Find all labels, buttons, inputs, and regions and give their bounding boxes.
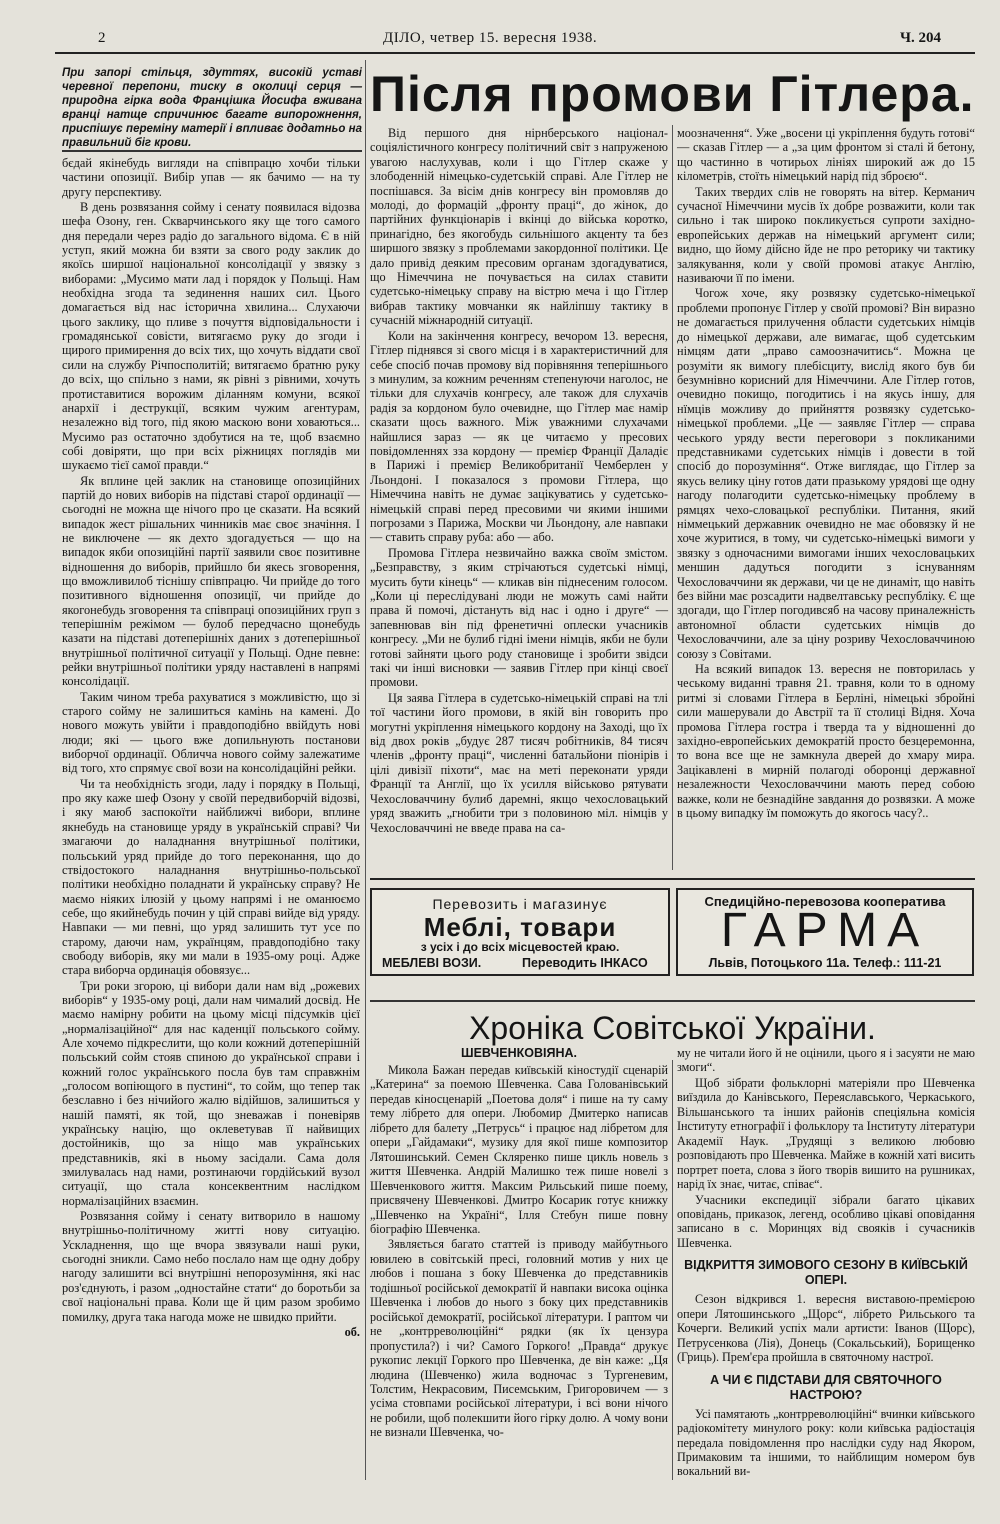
advert-furniture	[370, 888, 670, 976]
paragraph: Як вплине цей заклик на становище опозиційних партій до нових виборів на підставі старої ординації — сьогодні не можна ще нічого про це сказати. На всякий випадок жест рішальних чинників має своє значіння. І не виключене — як дехто здогадується — що на випадок якби опозиційні партії заявили своє позитивне відношення до виборів, прийшло би якесь зговорення, що вможливилоб тіснішу співпрацю. Чи прийде до того позитивного відношення опозиції, чи прийде до якогонебудь зговорення та співпраці опозиційних груп з теперішнім режімом — булоб передчасно щонебудь казати на підставі дотеперішніх даних з дотеперішньої внутрішньої політичної ситуації у Польщі. Одне певне: рейки внутрішньої політики уряду наставлені в напрямі консолідації.	[62, 473, 360, 689]
masthead: ДІЛО, четвер 15. вересня 1938.	[383, 30, 598, 46]
paragraph: Ця заява Гітлера в судетсько-німецькій справі на тлі тої частини його промови, в якій він говорить про могутні укріплення німецького кордону на Заході, що їх від двох років „будує 287 тисяч робітників, 84 тисяч членів „фронту праці“, численні батальйони піонірів і цілі дивізії піхоти“, має на меті переконати уряди Франції та Англії, що їх усилля військово рятувати Чехословаччину булиб даремні, якщо чехословацький уряд зважить „гнобити три з половиною міл. німців у Чехословаччині не введе права на са-	[370, 690, 668, 835]
paragraph: Сезон відкрився 1. вересня виставою-премієрою опери Лятошинського „Щорс“, лібрето Рильського та Кочерги. Великий успіх мали артисти: Іванов (Щорс), Петрусенкова (Лія), Донець (Сокальський), Борищенко (Гриць). Прем'єра пройшла в святочному настрої.	[677, 1292, 975, 1365]
paragraph: Коли на закінчення конгресу, вечором 13. вересня, Гітлер піднявся зі свого місця і в характеристичний для себе спосіб почав промову від порівняння теперішнього з минулим, за кожним реченням степенуючи наголос, не тільки для слухачів конгресу, але також для слухачів радія за кордоном було очевидне, що Гітлер має намір сказати щось важного. Між уважними слухачами найшлися зараз — як це читаємо у пресових повідомленнях зза кордону — премієр Франції Даладіє в Парижі і премієр Великобританії Чемберлен у Льондоні. І показалося з промови Гітлера, що Німеччина навіть не думає зацікуватись у судетсько-німецькій справі перед пресовими чи якими іншими погрозами з Парижа, Москви чи Льондону, але навпаки — ставить справу руба: або — або.	[370, 328, 668, 545]
author-signature: об.	[344, 1324, 360, 1339]
paragraph: Розвязання сойму і сенату витворило в нашому внутрішньо-політичному житті нову ситуацію. Ускладнення, що ще вчора звязували наші руки, сьогодні зникли. Само небо послало нам ще одну добру нагоду залишити всі внутрішні непорозуміння, які нас роз'єднують, і разом „одностайне стати“ до боротьби за свої національні права. Коли ще й цим разом зробимо помилку, друга така нагода може не швидко прийти.	[62, 1209, 360, 1324]
ad-line: Переводить ІНКАСО	[522, 956, 648, 970]
column-rule-right-top	[672, 125, 673, 870]
paragraph: Таких твердих слів не говорять на вітер. Керманич сучасної Німеччини мусів їх добре розважити, коли так сильно і так широко покликується супроти західно-европейських держав на німецький аргумент сили; видно, що йому дійсно йде не про реторику чи тактику залякування, коли у своїй промові атакує Англію, називаючи її по імени.	[677, 184, 975, 286]
ad-line: Перевозить і магазинує	[432, 896, 608, 912]
chronicle-col1	[370, 1046, 668, 1441]
header-rule	[55, 52, 975, 54]
chronicle-col2	[677, 1046, 975, 1480]
intro-rule	[62, 150, 362, 152]
paragraph: Усі памятають „контрреволюційні“ вчинки київського радіокомітету минулого року: коли київська радіостація передала повідомлення про наслідки суду над Якором, Примаковим та іншими, то найблищим номером був вокальний ви-	[677, 1406, 975, 1479]
ad-line: Меблі, товари	[423, 912, 617, 942]
left-column	[62, 156, 360, 1340]
ad-brand: ГАРМА	[720, 904, 930, 957]
paragraph: Таким чином треба рахуватися з можливістю, що зі старого сойму не залишиться камінь на камені. До нового можуть увійти і правдоподібно ввійдуть нові люди; які — цього вже допильнують постанови виборчої ординації. Обличча нового сойму залежатиме від того, хто спрямує свої вози на консолідаційні рейки.	[62, 689, 360, 776]
section-heading: А ЧИ Є ПІДСТАВИ ДЛЯ СВЯТОЧНОГО НАСТРОЮ?	[710, 1372, 942, 1402]
paragraph: Зявляється багато статтей із приводу майбутнього ювилею в совітській пресі, головний мотив у них це любов і пошана з боку Шевченка до представників тодішньої російської демократії й навпаки висока оцінка Шевченка і любов до нього з боку цих представників російської демократії, російської літератури. І раптом чи не „контрреволюційні“ рядки (як їх цензура пропустила?) і чи? Самого Горкого! „Правда“ друкує рукопис лекції Горкого про Шевченка, де він каже: „Ця людина (Шевченко) жила водночас з Тургеневим, Толстим, Некрасовим, Писемським, Григоровичем — з усіма стовпами російської літератури, і всі вони нічого не робили, щоб полекшити його гірку долю. А чому вони не визнали Шевченка, чо-	[370, 1237, 668, 1440]
paragraph: Три роки згорою, ці вибори дали нам від „рожевих виборів“ у 1935-ому році, дали нам чималий досвід. Не маємо намірну робити на цьому місці підсумків цієї „нормалізаційної“ для нас каденції польського сойму. Але хочемо підкреслити, що коли кожний дотеперішній польський сойм стояв спиною до української справи і кожний голос українського посла був там справжнім „голосом вопіющого в пустині“, то сойм, що тепер так безславно і без нічийого жалю відійшов, залишиться у нашій памяті, як той, що зневажав і поневіряв українську націю, що оклеветував її найвищих достойників, що за ніщо мав українських представників, які в ньому засідали. Сама доля змилувалась над нами, розтинаючи гордійський вузол ситуації, що стала консеквентним наслідком нормалізаційних взаємин.	[62, 978, 360, 1208]
paragraph: Чи та необхідність згоди, ладу і порядку в Польщі, про яку каже шеф Озону у своїй передвиборчій відозві, і яку маюб заспокоїти найближчі вибори, вплине якнебудь на становище уряду в українській справі? Чи змагаючи до наладнання внутрішньої політики, польський уряд прийде до того переконання, що до ствідостокого наладнання внутрішньо-польської політики необхідно поладнати й українську справу? Не маємо ніяких ілюзій у цьому напрямі і не оманюємо себе, що якийнебудь почин у цій справі вийде від уряду. Навпаки — ми певні, що уряд залишить тут усе по старому, даючи нам, українцям, правдоподібно таку свободу виборів, яку ми мали в 1935-ому році. Адже стара виборча ординація обовязує...	[62, 776, 360, 978]
intro-advert: При запорі стільця, здуттях, високій уставі черевної перепони, тиску в околиці серця — природна гірка вода Францішка Йосифа вживана вранці натще спричинює багате випорожнення, приспішує переміну матерії і впливає додатньо на правильний біг крови.	[62, 67, 362, 149]
main-headline: Після промови Гітлера.	[370, 66, 975, 122]
page-number: 2	[98, 30, 106, 46]
paragraph: Микола Бажан передав київській кіностудії сценарій „Катерина“ за поемою Шевченка. Сава Голованівський передав кіносценарій „Поетова доля“ і пише на ту саму тему лібрето для опери. Любомир Дмитерко написав лібрето для балету „Петрусь“ і працює над лібретом для опери „Гайдамаки“, музику для якої пише композитор Лятошинський. Семен Скляренко пише цикль новель з життя Шевченка. Андрій Малишко теж пише новелі з Шевченкового життя. Максим Рильський пише поему, присвячену Шевченкові. Дмитро Косарик готує книжку „Шевченко на Україні“, Ілля Стебун пише повну біографію Шевченка.	[370, 1063, 668, 1236]
ad-line: Львів, Потоцького 11а. Телеф.: 111-21	[708, 956, 942, 970]
hitler-article-col2	[677, 126, 975, 822]
paragraph: Учасники експедиції зібрали багато цікавих оповідань, приказок, легенд, особливо цікаві оповідання записано в с. Моринцях від свояків і сучасників Шевченка.	[677, 1192, 975, 1250]
column-rule-left	[365, 60, 366, 1480]
section-heading: ВІДКРИТТЯ ЗИМОВОГО СЕЗОНУ В КИЇВСЬКІЙ ОПЕРІ.	[684, 1258, 968, 1288]
paragraph: му не читали його й не оцінили, цього я і засуяти не маю змоги“.	[677, 1046, 975, 1075]
hitler-article-col1	[370, 126, 668, 836]
advert-garma	[676, 888, 974, 976]
paragraph: Щоб зібрати фольклорні матеріяли про Шевченка виїздила до Канівського, Переяславського, Черкаського, Вільшанського та інших районів спеціяльна комісія Інституту етнографії і фольклору та Інституту літератури Академії Наук. „Трудящі з великою любовю розповідають про Шевченка. Майже в кожній хаті висить портрет поета, слова з його творів вишито на рушниках, нарід їх знає, читає, співає“.	[677, 1075, 975, 1192]
paragraph: Від першого дня нірнберського націонал-соціялістичного конгресу політичний світ з напруженою увагою наслухував, коли і що Гітлер скаже у злободенній німецько-судетській справі. Але Гітлер не поспішався. За вісім днів конгресу він промовляв до молоді, до формацій „фронту праці“, до жінок, до партійних функціонарів і вкінці до війська коротко, принагідно, без якогобудь сильнішого акценту та без ширшого звязку з проблемами закордонної політики. Це дало привід деяким пресовим органам здогадуватися, що Німеччина не почувається на силах ставити судетсько-німецьку справу на вістрю меча і що Гітлер вибрав тактику мовчанки як найліпшу тактику в сучасній міжнародній ситуації.	[370, 126, 668, 328]
chronicle-headline: Хроніка Совітської України.	[469, 1010, 876, 1046]
paragraph: бєдай якінебудь вигляди на співпрацю хочби тільки частини опозиції. Вибір упав — як бачимо — на ту другу перспективу.	[62, 156, 360, 199]
paragraph: Чогож хоче, яку розвязку судетсько-німецької проблеми пропонує Гітлер у своїй промові? Він виразно не домагається прилучення области судетських німців до німецької держави, але вимагає, щоб судетським німцям дати „право самоозначитись“. Можна це розуміти як вимогу плебісциту, вислід якого був би безумнівно корисний для Німеччини. Але Гітлер готов, очевидно покищо, погодитись і на якусь іншу, для нїмців можливу до прийняття розвязку судетсько-німецької проблеми. „Це — заявляє Гітлер — справа чеського уряду вести переговори з покликаними представниками судетських німців і довести в той спосіб до порозуміння“. Отже виглядає, що Гітлер за якусь велику ціну готов дати празькому урядові ще одну нагоду полагодити судетсько-німецьку проблему в рямцях чехо-словацької республіки. Питання, який німмецький державник очевидно не має обовязку й не хоче журитися, в тому, чи судетсько-німецькі вимоги у звязку з одночасними вимогами інших чехословацьких меншин дадуться погодити з існуванням Чехословаччини як держави, чи це не динаміт, що навіть без війни має розсадити надвелтавську республіку. Є ще здогади, що Гітлер погодивсяб на часову приналежність автономної области судетських німців до Чехословаччини, але за ціну розриву Чехословаччиною союзу з Совітами.	[677, 286, 975, 661]
ads-rule	[370, 878, 975, 880]
paragraph: Промова Гітлера незвичайно важка своїм змістом. „Безправству, з яким стрічаються судетські німці, мусить бути кінець“ — кликав він піднесеним голосом. „Коли ці переслідувані люди не можуть самі найти права й помочі, дістануть від нас і одно і друге“ — запевнював він під френетичні оплески учасників конгресу. „Ми не булиб гідні імени німців, якби не були готові зайняти цього роду становище і зробити звідси такі чи інші висновки — заявив Гітлер при кінці своєї промови.	[370, 545, 668, 690]
ad-line: МЕБЛЕВІ ВОЗИ.	[382, 956, 482, 970]
ad-line: з усіх і до всіх місцевостей краю.	[420, 940, 620, 954]
ad-line: Спедиційно-перевозова кооператива	[704, 894, 946, 909]
section-heading: ШЕВЧЕНКОВІЯНА.	[461, 1046, 577, 1060]
chronicle-rule	[370, 1000, 975, 1002]
paragraph: На всякий випадок 13. вересня не повторилась у чеському виданні травня 21. травня, коли то в одному ритмі зі словами Гітлера в Берліні, німецькі збройні сили машерували до Австрії та її столиці Відня. Хоча промова Гітлера гостра і тверда та у відношенні до західно-европейських демократій просто безцеремонна, то вона все ще не замкнула дверей до хмару мира. Зацікавлені в мирній полагоді оборонці державної незалежности Чехословаччини мають перед собою важке, коли не безнадійне завдання до розвязки. А може в цьому випадку їм поможуть до якогось часу?..	[677, 662, 975, 821]
paragraph: моозначення“. Уже „восени ці укріплення будуть готові“ — сказав Гітлер — а „за цим фронтом зі сталі й бетону, що частинно в чотирьох лініях широкий аж до 15 кілометрів, стоїть німецький нарід під зброєю“.	[677, 126, 975, 184]
issue-number: Ч. 204	[900, 30, 942, 46]
paragraph: В день розвязання сойму і сенату появилася відозва шефа Озону, ген. Скварчинського яку ще того самого дня передали через радіо до загального відома. Є в ній уступ, який можна би взяти за свого роду заклик до якоїсь ширшої національної консолідації у звязку з виборами: „Мусимо мати лад і порядок у Польщі. Нам необхідна згода та зединення наших сил. Цього домагається від нас історична хвилина... Слухаючи цього заклику, що пливе з почуття відповідальности і громадянської совісти, витягаємо руку до згоди і щирого примирення до всіх тих, що хочуть віддати свої сили на службу Річпосполитій; витягаємо братню руку до всіх, що спільно з нами, як рівні з рівними, хочуть протиставитися ворожим діланням комуни, всякої анархії і деструкції, всяким чужим агентурам, незалежно від того, під якою маскою вони ховаються... Мусимо раз остаточно здобутися на те, щоб взаємно собі довіряти, що при всіх ріжницях поглядів ми шукаємо тієї самої правди.“	[62, 200, 360, 473]
column-rule-right-bottom	[672, 1060, 673, 1480]
